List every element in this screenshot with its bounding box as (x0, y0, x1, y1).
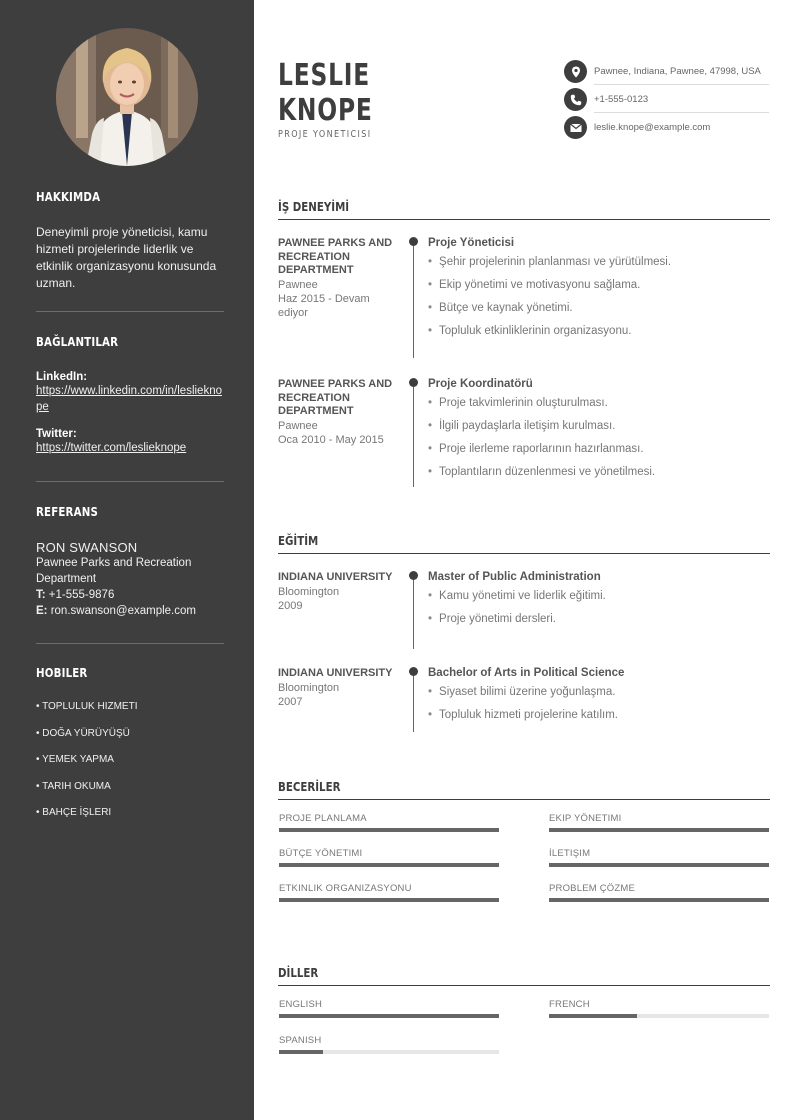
timeline-dot (409, 237, 418, 246)
entry-bullet: • Ekip yönetimi ve motivasyonu sağlama. (428, 279, 671, 302)
phone-icon (564, 88, 587, 111)
language-bar (279, 999, 499, 1010)
links-section (36, 334, 224, 456)
skill-fill (549, 898, 769, 902)
reference-name: RON SWANSON (36, 540, 138, 555)
sidebar (0, 0, 254, 1120)
entry-bullet: • Şehir projelerinin planlanması ve yürütülmesi. (428, 256, 671, 279)
timeline-line (413, 241, 414, 358)
skill-label: BÜTÇE YÖNETIMI (279, 848, 363, 859)
skill-label: PROJE PLANLAMA (279, 813, 367, 824)
hobby-item: • BAHÇE İŞLERI (36, 807, 112, 819)
contact-divider (594, 112, 769, 113)
skill-bar (549, 883, 769, 894)
first-name: LESLIE (278, 58, 371, 93)
link-linkedin (36, 371, 224, 415)
entry-bullet: • Kamu yönetimi ve liderlik eğitimi. (428, 590, 606, 613)
location-pin-icon (564, 60, 587, 83)
entry-org-name: PAWNEE PARKS AND RECREATION DEPARTMENT (278, 378, 393, 417)
language-fill (549, 1014, 637, 1018)
timeline-line (413, 575, 414, 649)
about-section (36, 189, 224, 292)
skill-label: PROBLEM ÇÖZME (549, 883, 635, 894)
languages-title-text: DİLLER (278, 965, 319, 980)
language-label: FRENCH (549, 999, 590, 1010)
language-track (279, 1014, 499, 1018)
entry-bullet: • İlgili paydaşlarla iletişim kurulması. (428, 420, 655, 443)
sidebar-divider (36, 643, 224, 644)
entry-org (278, 378, 396, 447)
education-title (278, 533, 770, 554)
about-title: HAKKIMDA (36, 189, 101, 204)
entry-bullets (428, 686, 618, 732)
entry-bullet: • Proje ilerleme raporlarının hazırlanması. (428, 443, 655, 466)
skill-bar (279, 813, 499, 824)
skill-bar (549, 813, 769, 824)
hobby-item: • YEMEK YAPMA (36, 754, 114, 766)
entry-org-name: PAWNEE PARKS AND RECREATION DEPARTMENT (278, 237, 393, 276)
reference-org: Pawnee Parks and Recreation Department (36, 557, 192, 585)
hobbies-title: HOBILER (36, 665, 88, 680)
reference-email-label: E: (36, 605, 48, 617)
entry-bullets (428, 256, 671, 348)
language-fill (279, 1014, 499, 1018)
skill-fill (279, 828, 499, 832)
language-label: ENGLISH (279, 999, 323, 1010)
entry-role: Proje Koordinatörü (428, 378, 533, 390)
email-icon (564, 116, 587, 139)
entry-location: Bloomington (278, 585, 340, 598)
skill-track (549, 828, 769, 832)
language-label: SPANISH (279, 1035, 322, 1046)
skill-fill (549, 828, 769, 832)
timeline-dot (409, 667, 418, 676)
entry-location: Pawnee (278, 419, 318, 432)
skill-bar (279, 883, 499, 894)
entry-dates: Haz 2015 - Devam ediyor (278, 292, 370, 319)
skills-title (278, 779, 770, 800)
link-twitter-url[interactable]: https://twitter.com/leslieknope (36, 442, 187, 454)
entry-org (278, 667, 396, 709)
experience-title-text: İŞ DENEYİMİ (278, 199, 350, 214)
contact-email (564, 116, 769, 144)
education-title-text: EĞİTİM (278, 533, 319, 548)
hobby-item: • DOĞA YÜRÜYÜŞÜ (36, 727, 130, 739)
languages-title (278, 965, 770, 986)
entry-org-name: INDIANA UNIVERSITY (278, 667, 393, 679)
entry-bullet: • Bütçe ve kaynak yönetimi. (428, 302, 671, 325)
reference-phone-value: +1-555-9876 (48, 589, 115, 601)
skill-label: EKIP YÖNETIMI (549, 813, 622, 824)
skill-fill (279, 863, 499, 867)
skill-label: ETKINLIK ORGANIZASYONU (279, 883, 412, 894)
contact-divider (594, 84, 769, 85)
timeline-dot (409, 378, 418, 387)
entry-org (278, 571, 396, 613)
contact-email-text[interactable]: leslie.knope@example.com (594, 122, 711, 133)
link-linkedin-url[interactable]: https://www.linkedin.com/in/leslieknope (36, 385, 222, 413)
skill-fill (549, 863, 769, 867)
skill-bar (549, 848, 769, 859)
entry-location: Bloomington (278, 681, 340, 694)
skill-track (279, 828, 499, 832)
reference-email-value: ron.swanson@example.com (50, 605, 196, 617)
entry-location: Pawnee (278, 278, 318, 291)
entry-bullet: • Toplantıların düzenlenmesi ve yönetilmesi. (428, 466, 655, 489)
sidebar-divider (36, 481, 224, 482)
entry-org-name: INDIANA UNIVERSITY (278, 571, 393, 583)
entry-bullets (428, 590, 606, 636)
contact-phone-text: +1-555-0123 (594, 94, 649, 105)
language-fill (279, 1050, 323, 1054)
language-bar (549, 999, 769, 1010)
hobby-list (36, 701, 224, 834)
skill-track (279, 863, 499, 867)
last-name: KNOPE (278, 93, 373, 128)
language-bar (279, 1035, 499, 1046)
job-title: PROJE YÖNETICISI (278, 129, 372, 140)
entry-bullets (428, 397, 655, 489)
reference-section (36, 504, 224, 619)
hobbies-section (36, 665, 224, 834)
entry-org (278, 237, 396, 320)
contact-address-text: Pawnee, Indiana, Pawnee, 47998, USA (594, 66, 761, 77)
entry-bullet: • Topluluk etkinliklerinin organizasyonu. (428, 325, 671, 348)
candidate-name (278, 58, 373, 128)
link-linkedin-label: LinkedIn: (36, 371, 88, 383)
entry-role: Proje Yöneticisi (428, 237, 515, 249)
timeline-line (413, 382, 414, 487)
entry-dates: 2007 (278, 695, 303, 708)
entry-role: Master of Public Administration (428, 571, 601, 583)
reference-email (36, 603, 224, 619)
skill-track (279, 898, 499, 902)
reference-phone (36, 587, 224, 603)
skill-track (549, 863, 769, 867)
contact-address (564, 60, 769, 88)
skills-title-text: BECERİLER (278, 779, 341, 794)
links-title: BAĞLANTILAR (36, 334, 119, 349)
entry-bullet: • Proje takvimlerinin oluşturulması. (428, 397, 655, 420)
entry-dates: 2009 (278, 599, 303, 612)
skill-bar (279, 848, 499, 859)
entry-dates: Oca 2010 - May 2015 (278, 433, 384, 446)
skill-fill (279, 898, 499, 902)
entry-bullet: • Topluluk hizmeti projelerine katılım. (428, 709, 618, 732)
link-twitter (36, 428, 224, 456)
reference-title: REFERANS (36, 504, 98, 519)
entry-bullet: • Proje yönetimi dersleri. (428, 613, 606, 636)
language-track (549, 1014, 769, 1018)
experience-title (278, 199, 770, 220)
hobby-item: • TOPLULUK HIZMETI (36, 701, 138, 712)
entry-role: Bachelor of Arts in Political Science (428, 667, 625, 679)
sidebar-divider (36, 311, 224, 312)
about-text: Deneyimli proje yöneticisi, kamu hizmeti projelerinde liderlik ve etkinlik organizasyonu konusunda uzman. (36, 225, 217, 290)
reference-phone-label: T: (36, 589, 46, 601)
profile-photo (56, 28, 198, 166)
skill-label: İLETIŞIM (549, 848, 591, 859)
contact-phone (564, 88, 769, 116)
skill-track (549, 898, 769, 902)
link-twitter-label: Twitter: (36, 428, 77, 440)
entry-bullet: • Siyaset bilimi üzerine yoğunlaşma. (428, 686, 618, 709)
timeline-dot (409, 571, 418, 580)
timeline-line (413, 671, 414, 732)
language-track (279, 1050, 499, 1054)
hobby-item: • TARIH OKUMA (36, 780, 111, 792)
